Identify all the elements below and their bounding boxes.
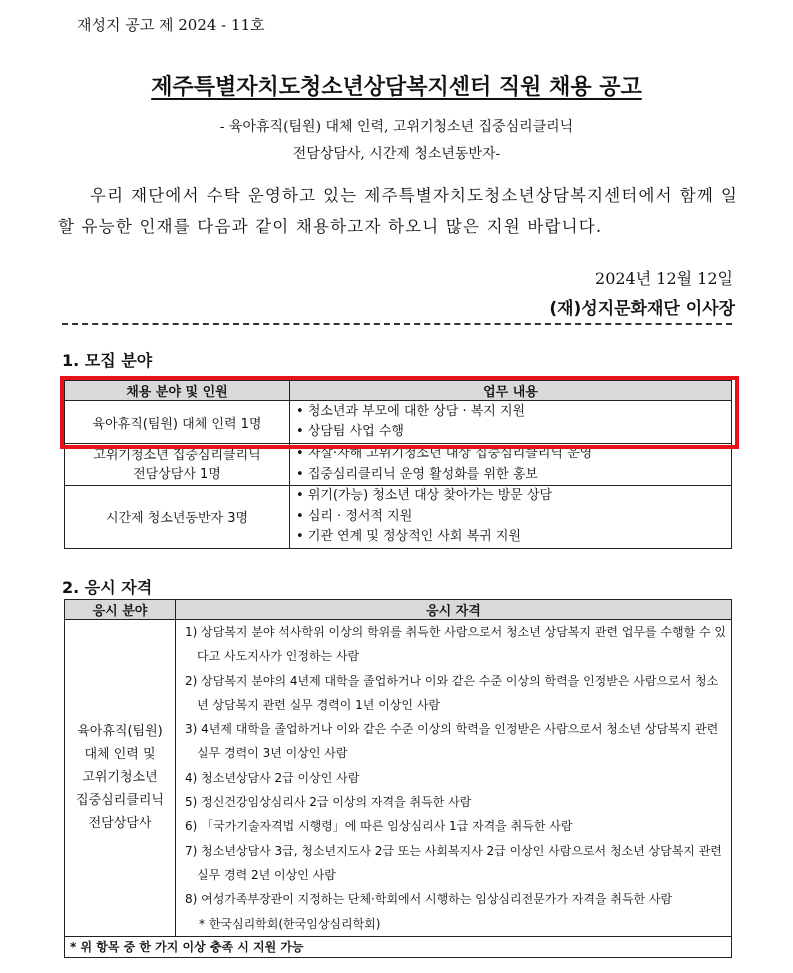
table-header-row (65, 381, 732, 401)
announcement-date: 2024년 12월 12일 (595, 269, 733, 288)
qualifications-cell (176, 620, 732, 937)
qualification-item: 5) 정신건강임상심리사 2급 이상의 자격을 취득한 사람 (185, 795, 472, 810)
page-title-text: 제주특별자치도청소년상담복지센터 직원 채용 공고 (151, 74, 642, 100)
duties-cell (290, 486, 732, 549)
field-cell (65, 444, 290, 486)
duty-item: • 청소년과 부모에 대한 상담 · 복지 지원 (296, 402, 725, 423)
column-header-field: 응시 분야 (65, 600, 176, 620)
notice-number: 재성지 공고 제 2024 - 11호 (77, 16, 265, 34)
section-heading-qualifications: 2. 응시 자격 (62, 578, 153, 597)
field-line: 전담상담사 1명 (133, 466, 221, 482)
duty-item: • 자살·자해 고위기청소년 대상 집중심리클리닉 운영 (296, 444, 725, 465)
eligibility-note: * 위 항목 중 한 가지 이상 충족 시 지원 가능 (65, 936, 732, 957)
divider (62, 323, 732, 325)
intro-paragraph: 우리 재단에서 수탁 운영하고 있는 제주특별자치도청소년상담복지센터에서 함께 일할 유능한 인재를 다음과 같이 채용하고자 하오니 많은 지원 바랍니다. (58, 186, 738, 236)
duties-cell (290, 444, 732, 486)
qualifications-table (64, 599, 732, 958)
field-cell (65, 620, 176, 937)
field-line: 고위기청소년 (82, 770, 158, 786)
table-row (65, 486, 732, 549)
table-header-row (65, 600, 732, 620)
field-line: 집중심리클리닉 (76, 793, 164, 809)
column-header-qualifications: 응시 자격 (176, 600, 732, 620)
duty-item: • 위기(가능) 청소년 대상 찾아가는 방문 상담 (296, 486, 725, 507)
column-header-duties: 업무 내용 (290, 381, 732, 401)
field-cell: 육아휴직(팀원) 대체 인력 1명 (65, 401, 290, 444)
table-row (65, 936, 732, 957)
duty-item: • 심리 · 정서적 지원 (296, 507, 725, 528)
page-title (0, 70, 793, 101)
field-line: 대체 인력 및 (84, 747, 156, 763)
table-row (65, 444, 732, 486)
section-heading-recruitment: 1. 모집 분야 (62, 351, 153, 370)
column-header-field: 채용 분야 및 인원 (65, 381, 290, 401)
duties-cell (290, 401, 732, 444)
qualification-item: 8) 여성가족부장관이 지정하는 단체·학회에서 시행하는 임상심리전문가가 자격을 취득한 사람 (185, 892, 673, 907)
subtitle-line-2: 전담상담사, 시간제 청소년동반자- (292, 146, 501, 162)
field-line: 육아휴직(팀원) (77, 724, 163, 740)
table-row (65, 401, 732, 444)
qualification-item: 7) 청소년상담사 3급, 청소년지도사 2급 또는 사회복지사 2급 이상인 사람으로서 청소년 상담복지 관련 실무 경력 2년 이상인 사람 (185, 843, 722, 882)
recruitment-table (64, 380, 732, 549)
table-row (65, 620, 732, 937)
duty-item: • 기관 연계 및 정상적인 사회 복귀 지원 (296, 527, 725, 548)
qualification-item: 3) 4년제 대학을 졸업하거나 이와 같은 수준 이상의 학력을 인정받은 사람으로서 청소년 상담복지 관련 실무 경력이 3년 이상인 사람 (185, 722, 719, 761)
qualification-item: 6) 「국가기술자격법 시행령」에 따른 임상심리사 1급 자격을 취득한 사람 (185, 819, 573, 834)
qualification-sub-note: * 한국심리학회(한국임상심리학회) (199, 916, 381, 931)
field-line: 고위기청소년 집중심리클리닉 (93, 447, 261, 463)
duty-item: • 집중심리클리닉 운영 활성화를 위한 홍보 (296, 465, 725, 486)
qualification-item: 1) 상담복지 분야 석사학위 이상의 학위를 취득한 사람으로서 청소년 상담복지 관련 업무를 수행할 수 있다고 사도지사가 인정하는 사람 (185, 625, 726, 664)
field-line: 전담상담사 (88, 816, 152, 832)
duty-item: • 상담팀 사업 수행 (296, 422, 725, 443)
qualification-item: 4) 청소년상담사 2급 이상인 사람 (185, 770, 360, 785)
issuing-organization: (재)성지문화재단 이사장 (549, 299, 735, 319)
field-cell: 시간제 청소년동반자 3명 (65, 486, 290, 549)
qualification-item: 2) 상담복지 분야의 4년제 대학을 졸업하거나 이와 같은 수준 이상의 학력을 인정받은 사람으로서 청소년 상담복지 관련 실무 경력이 1년 이상인 사람 (185, 673, 719, 712)
subtitle-line-1: - 육아휴직(팀원) 대체 인력, 고위기청소년 집중심리클리닉 (219, 119, 574, 135)
